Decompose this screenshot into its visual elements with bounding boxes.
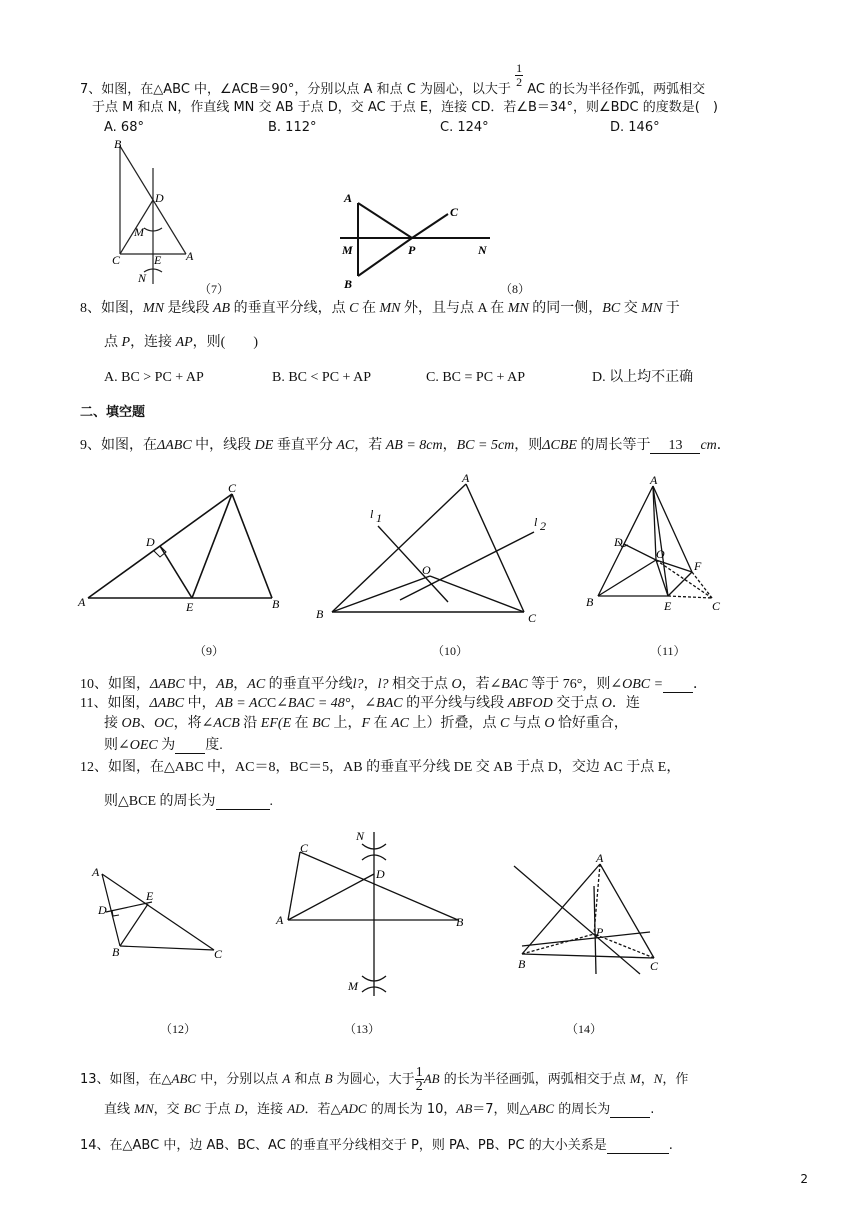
fig14-caption: （14） [566,1022,603,1036]
figure-14 [508,848,678,980]
fraction: $\frac{1}{2}$ [415,1065,423,1094]
fig9-label-e: E [186,600,194,614]
fig11-label-d: D [614,535,623,549]
fig13-label-c: C [300,841,309,855]
fig9-label-c: C [228,481,237,495]
fig7-label-d: D [155,191,164,205]
fig10-label-l1-sub: 1 [376,511,382,525]
figure-13 [272,824,477,1004]
fig10-label-l2-sub: 2 [540,519,546,533]
q12-line1: 12、如图，在△ABC 中，AC＝8，BC＝5，AB 的垂直平分线 DE 交 AB 于点 D，交边 AC 于点 E， [80,760,681,775]
q12-line2: 则△BCE 的周长为 . [104,794,273,809]
fig12-label-c: C [214,947,223,961]
q13-line2: 直线 MN，交 BC 于点 D，连接 AD．若△ADC 的周长为 10，AB＝7，则△ABC 的周长为 . [104,1101,655,1117]
fig13-label-b: B [456,915,464,929]
fig12-label-e: E [146,889,154,903]
fig11-label-b: B [586,595,594,609]
q9-answer-blank: 13 [650,439,700,454]
fig7-caption: （7） [199,282,230,296]
fig11-label-o: O [656,547,665,561]
fig12-label-d: D [98,903,107,917]
fig14-label-b: B [518,957,526,971]
fig10-label-b: B [316,607,324,621]
q10-answer-blank [663,678,693,693]
fig13-caption: （13） [344,1022,381,1036]
figure-9 [76,478,291,614]
fig8-label-c: C [450,205,459,219]
q9-line: 9、如图，在ΔABC 中，线段 DE 垂直平分 AC，若 AB = 8cm，BC = 5cm，则ΔCBE 的周长等于 13 cm． [80,438,731,453]
fig10-label-o: O [422,563,431,577]
page-number: 2 [800,1172,808,1186]
q8-option-c: C. BC = PC + AP [426,370,526,385]
fig12-label-a: A [92,865,100,879]
fig14-label-p: P [596,925,604,939]
fig11-label-f: F [694,559,702,573]
fig8-label-b: B [344,277,353,291]
q13-line1: 13、如图，在△ABC 中，分别以点 A 和点 B 为圆心，大于 $\frac{1}{2}$ AB 的长为半径画弧，两弧相交于点 M，N，作 [80,1065,689,1094]
fig14-label-a: A [596,851,604,865]
fig13-label-n: N [356,829,365,843]
figure-12 [86,862,236,966]
fig14-label-c: C [650,959,659,973]
q11-answer-blank [175,739,205,754]
fig10-label-c: C [528,611,537,625]
q8-option-d: D. 以上均不正确 [592,370,694,385]
fig11-caption: （11） [650,644,686,658]
q7-line1: 7、如图，在△ABC 中，∠ACB＝90°，分别以点 A 和点 C 为圆心，以大于 $\frac{1}{2}$ AC 的长为半径作弧，两弧相交 [80,61,706,97]
figure-11 [580,474,730,624]
fig9-label-d: D [146,535,155,549]
q7-option-b: B. 112° [268,120,317,135]
fig12-caption: （12） [160,1022,197,1036]
fig8-label-n: N [478,243,487,257]
q11-line1: 11、如图，ΔABC 中，AB = ACC∠BAC = 48°，∠BAC 的平分线与线段 ABFOD 交于点 O．连 [80,696,640,711]
q7-option-a: A. 68° [104,120,144,135]
q14-line: 14、在△ABC 中，边 AB、BC、AC 的垂直平分线相交于 P，则 PA、PB、PC 的大小关系是 . [80,1138,673,1153]
fig11-label-a: A [650,474,658,487]
fig11-label-e: E [664,599,672,613]
fig7-label-m: M [134,225,144,239]
fig11-label-c: C [712,599,721,613]
q11-line3: 则∠OEC 为 度. [104,738,223,753]
q7-line2: 于点 M 和点 N，作直线 MN 交 AB 于点 D，交 AC 于点 E，连接 CD．若∠B＝34°，则∠BDC 的度数是( ) [92,100,718,115]
figure-10 [312,470,557,630]
q8-option-a: A. BC > PC + AP [104,370,204,385]
fig10-caption: （10） [432,644,469,658]
fig13-label-m: M [348,979,358,993]
q8-option-b: B. BC < PC + AP [272,370,372,385]
fig10-label-l2: l [534,515,538,529]
fig9-label-b: B [272,597,280,611]
fig9-caption: （9） [194,644,225,658]
fig7-label-a: A [186,249,194,263]
fig10-label-a: A [462,471,470,485]
q8-line1: 8、如图，MN 是线段 AB 的垂直平分线，点 C 在 MN 外，且与点 A 在 MN 的同一侧，BC 交 MN 于 [80,301,680,316]
fraction: $\frac{1}{2}$ [516,61,523,89]
q7-option-c: C. 124° [440,120,489,135]
fig8-label-p: P [408,243,416,257]
fig8-label-m: M [342,243,353,257]
q8-line2: 点 P，连接 AP，则( ) [104,335,258,350]
q11-line2: 接 OB、OC，将∠ACB 沿 EF(E 在 BC 上，F 在 AC 上）折叠，点 C 与点 O 恰好重合， [104,716,628,731]
q10-line: 10、如图，ΔABC 中，AB，AC 的垂直平分线l?，l? 相交于点 O，若∠BAC 等于 76°，则∠OBC = ． [80,677,708,692]
fig9-label-a: A [78,595,86,609]
fig13-label-d: D [376,867,385,881]
fig7-label-c: C [112,253,121,267]
fig10-label-l1: l [370,507,374,521]
fig13-label-a: A [276,913,284,927]
figure-8 [330,186,505,294]
q12-answer-blank [216,795,270,810]
fig8-caption: （8） [500,282,531,296]
fig8-label-a: A [344,191,353,205]
section-title: 二、填空题 [80,405,146,420]
figure-7 [100,136,200,296]
fig7-label-e: E [154,253,162,267]
q13-answer-blank [610,1103,650,1118]
q7-option-d: D. 146° [610,120,660,135]
fig7-label-b: B [114,137,122,151]
fig7-label-n: N [138,271,147,285]
fig12-label-b: B [112,945,120,959]
q14-answer-blank [607,1139,669,1154]
